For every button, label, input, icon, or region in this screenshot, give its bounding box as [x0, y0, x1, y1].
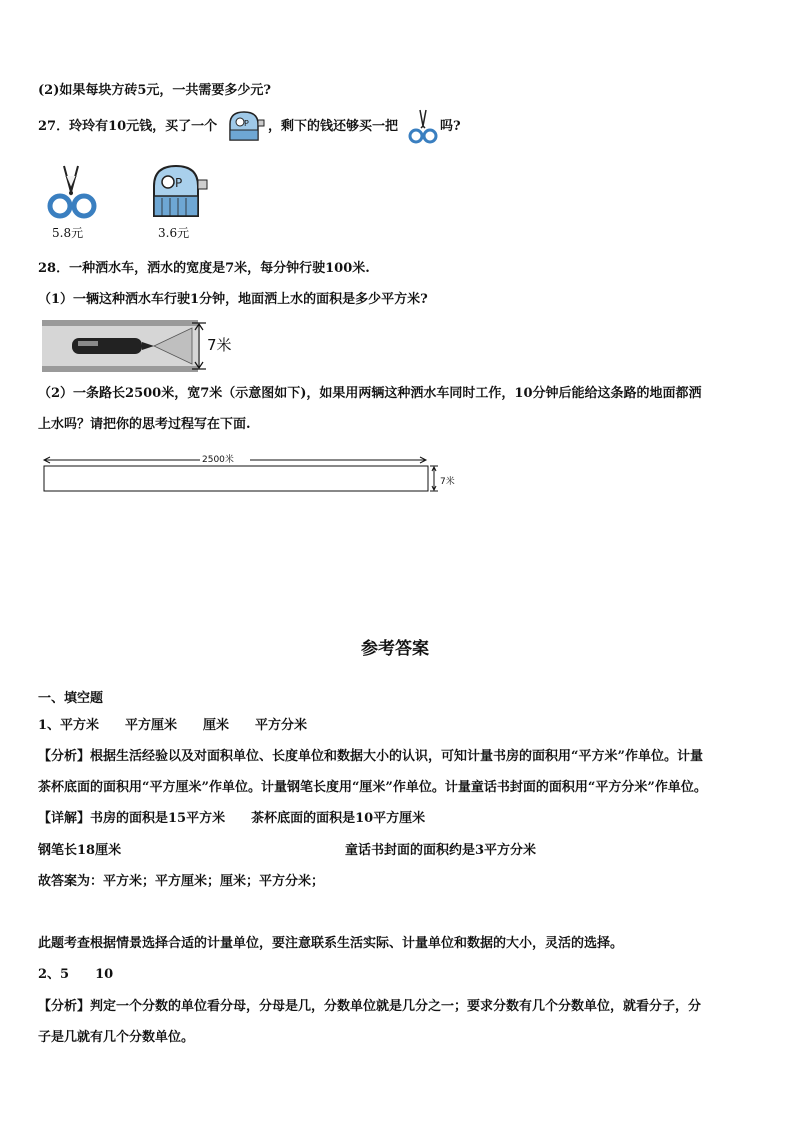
svg-text:P: P: [175, 176, 183, 190]
answer2-head: 2、5 10: [38, 967, 114, 982]
q27-text-after: 吗?: [440, 119, 461, 134]
q28-sub1: （1）一辆这种洒水车行驶1分钟，地面洒上水的面积是多少平方米?: [38, 292, 428, 307]
answers-title: 参考答案: [361, 639, 429, 659]
scissors-icon: [44, 162, 100, 222]
answer1-final: 故答案为：平方米；平方厘米；厘米；平方分米；: [38, 874, 325, 889]
answer1-detail-left: 钢笔长18厘米: [38, 843, 122, 858]
sharpener-inline-icon: [226, 108, 266, 146]
answer1-comment: 此题考查根据情景选择合适的计量单位，要注意联系生活实际、计量单位和数据的大小，灵活的选择。: [38, 936, 624, 951]
q27-text-before: 27．玲玲有10元钱，买了一个: [38, 119, 218, 134]
answer1-detail-right: 童话书封面的面积约是3平方分米: [345, 843, 537, 858]
q28-stem: 28．一种洒水车，洒水的宽度是7米，每分钟行驶100米.: [38, 261, 370, 276]
answer1-detail-line1: 【详解】书房的面积是15平方米 茶杯底面的面积是10平方厘米: [38, 811, 426, 826]
answer2-analysis-line2: 子是几就有几个分数单位。: [38, 1030, 195, 1045]
scissors-price: 5.8元: [52, 226, 84, 240]
section1-heading: 一、填空题: [38, 691, 104, 706]
road-length-label: 2500米: [202, 455, 234, 465]
road-diagram: [42, 452, 442, 498]
truck-width-arrow: [192, 322, 206, 370]
q26-sub2-text: (2)如果每块方砖5元，一共需要多少元?: [38, 83, 272, 98]
truck-width-label: 7米: [207, 336, 232, 354]
answer1-analysis-line1: 【分析】根据生活经验以及对面积单位、长度单位和数据大小的认识，可知计量书房的面积用“平方米”作单位。计量: [38, 749, 703, 764]
svg-text:P: P: [244, 119, 249, 128]
answer1-head: 1、平方米 平方厘米 厘米 平方分米: [38, 718, 308, 733]
q28-sub2-line2: 上水吗？请把你的思考过程写在下面.: [38, 417, 251, 432]
sprinkler-truck-figure: [42, 320, 198, 372]
pencil-sharpener-icon: [148, 160, 210, 220]
scissors-inline-icon: [408, 108, 438, 146]
road-width-label: 7米: [440, 477, 455, 487]
q28-sub2-line1: （2）一条路长2500米，宽7米（示意图如下)，如果用两辆这种洒水车同时工作，10分钟后能给这条路的地面都洒: [38, 386, 702, 401]
sharpener-price: 3.6元: [158, 226, 190, 240]
answer1-analysis-line2: 茶杯底面的面积用“平方厘米”作单位。计量钢笔长度用“厘米”作单位。计量童话书封面的面积用“平方分米”作单位。: [38, 780, 707, 795]
q27-text-middle: ，剩下的钱还够买一把: [268, 119, 399, 134]
answer2-analysis-line1: 【分析】判定一个分数的单位看分母，分母是几，分数单位就是几分之一；要求分数有几个分数单位，就看分子，分: [38, 999, 702, 1014]
